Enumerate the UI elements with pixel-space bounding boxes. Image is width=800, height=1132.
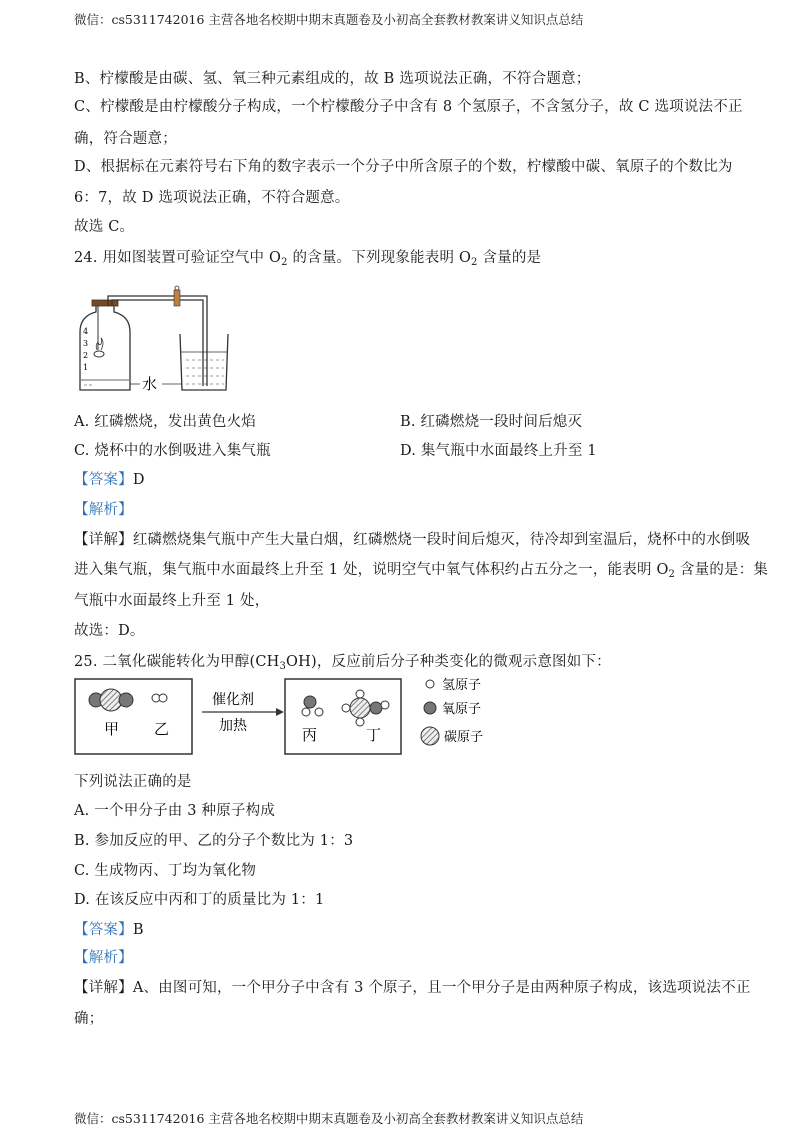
legend-oxygen: 氧原子 [442, 702, 482, 717]
q24-option-c: C. 烧杯中的水倒吸进入集气瓶 [74, 443, 271, 459]
reaction-diagram [74, 672, 504, 762]
carbon-atom-icon [350, 698, 370, 718]
q23-option-c-analysis: C、柠檬酸是由柠檬酸分子构成，一个柠檬酸分子中含有 8 个氢原子，不含氢分子，故 C 选项说法不正 [74, 99, 743, 115]
q24-analysis-tag: 【解析】 [74, 502, 133, 518]
beaker [180, 334, 228, 390]
hydrogen-atom-icon [381, 701, 389, 709]
legend-hydrogen: 氢原子 [442, 678, 482, 693]
q24-detail-1: 【详解】红磷燃烧集气瓶中产生大量白烟，红磷燃烧一段时间后熄灭，待冷却到室温后，烧杯中的水倒吸 [74, 532, 751, 548]
hydrogen-atom-icon [159, 694, 167, 702]
q24-option-a: A. 红磷燃烧，发出黄色火焰 [74, 414, 256, 430]
q25-stem: 25. 二氧化碳能转化为甲醇$(CH_3OH)$，反应前后分子种类变化的微观示意图如下： [74, 654, 611, 672]
scale-3: 3 [83, 339, 89, 348]
q25-option-a: A. 一个甲分子由 3 种原子构成 [74, 803, 276, 819]
page-header: 微信：cs5311742016 主营各地名校期中期末真题卷及小初高全套教材教案讲义知识点总结 [74, 12, 584, 27]
label-bing: 丙 [302, 726, 318, 744]
hydrogen-atom-icon [356, 690, 364, 698]
q24-answer: 【答案】D [74, 472, 145, 488]
hydrogen-atom-icon [342, 704, 350, 712]
label-jia: 甲 [104, 720, 120, 738]
page-footer: 微信：cs5311742016 主营各地名校期中期末真题卷及小初高全套教材教案讲义知识点总结 [74, 1111, 584, 1126]
water-label: 水 [142, 375, 158, 393]
scale-4: 4 [83, 327, 89, 336]
hydrogen-atom-icon [356, 718, 364, 726]
q25-option-b: B. 参加反应的甲、乙的分子个数比为 1：3 [74, 833, 354, 849]
hydrogen-atom-icon [315, 708, 323, 716]
label-yi: 乙 [154, 720, 170, 738]
hydrogen-atom-icon [302, 708, 310, 716]
oxygen-atom-icon [304, 696, 316, 708]
flame-icon [96, 338, 103, 350]
apparatus-figure [74, 276, 234, 394]
q24-conclusion: 故选：D。 [74, 623, 145, 639]
q25-option-c: C. 生成物丙、丁均为氧化物 [74, 863, 257, 879]
legend-carbon: 碳原子 [444, 730, 484, 745]
legend-hydrogen-icon [426, 680, 434, 688]
label-ding: 丁 [366, 726, 382, 744]
q23-option-b-analysis: B、柠檬酸是由碳、氢、氧三种元素组成的，故 B 选项说法正确，不符合题意； [74, 71, 591, 87]
q23-option-c-analysis-cont: 确，符合题意； [74, 131, 177, 147]
q25-prompt: 下列说法正确的是 [74, 774, 192, 790]
clamp [174, 290, 180, 306]
scale-2: 2 [83, 351, 89, 360]
q23-option-d-analysis: D、根据标在元素符号右下角的数字表示一个分子中所含原子的个数，柠檬酸中碳、氧原子的个数比为 [74, 159, 733, 175]
stopper [92, 300, 118, 306]
q23-conclusion: 故选 C。 [74, 219, 135, 235]
legend-carbon-icon [421, 727, 439, 745]
legend-oxygen-icon [424, 702, 436, 714]
q23-option-d-analysis-cont: 6：7，故 D 选项说法正确，不符合题意。 [74, 190, 350, 206]
q24-detail-2: 进入集气瓶，集气瓶中水面最终上升至 1 处，说明空气中氧气体积约占五分之一，能表明 $O_2$ 含量的是：集 [74, 562, 769, 580]
q25-detail-1: 【详解】A、由图可知，一个甲分子中含有 3 个原子，且一个甲分子是由两种原子构成，该选项说法不正 [74, 980, 751, 996]
connecting-tube [108, 296, 207, 386]
q25-detail-2: 确； [74, 1011, 104, 1027]
q24-option-d: D. 集气瓶中水面最终上升至 1 [400, 443, 597, 459]
reactants-box [75, 679, 192, 754]
scale-1: 1 [83, 363, 89, 372]
oxygen-atom-icon [119, 693, 133, 707]
q24-option-b: B. 红磷燃烧一段时间后熄灭 [400, 414, 583, 430]
catalyst-label: 催化剂 [212, 692, 254, 708]
q24-detail-3: 气瓶中水面最终上升至 1 处， [74, 593, 270, 609]
heat-label: 加热 [219, 718, 247, 734]
q24-stem: 24. 用如图装置可验证空气中 $O_2$ 的含量。下列现象能表明 $O_2$ 含量的是 [74, 250, 542, 268]
q25-option-d: D. 在该反应中丙和丁的质量比为 1：1 [74, 892, 325, 908]
oxygen-atom-icon [370, 702, 382, 714]
q25-analysis-tag: 【解析】 [74, 950, 133, 966]
q25-answer: 【答案】B [74, 922, 144, 938]
